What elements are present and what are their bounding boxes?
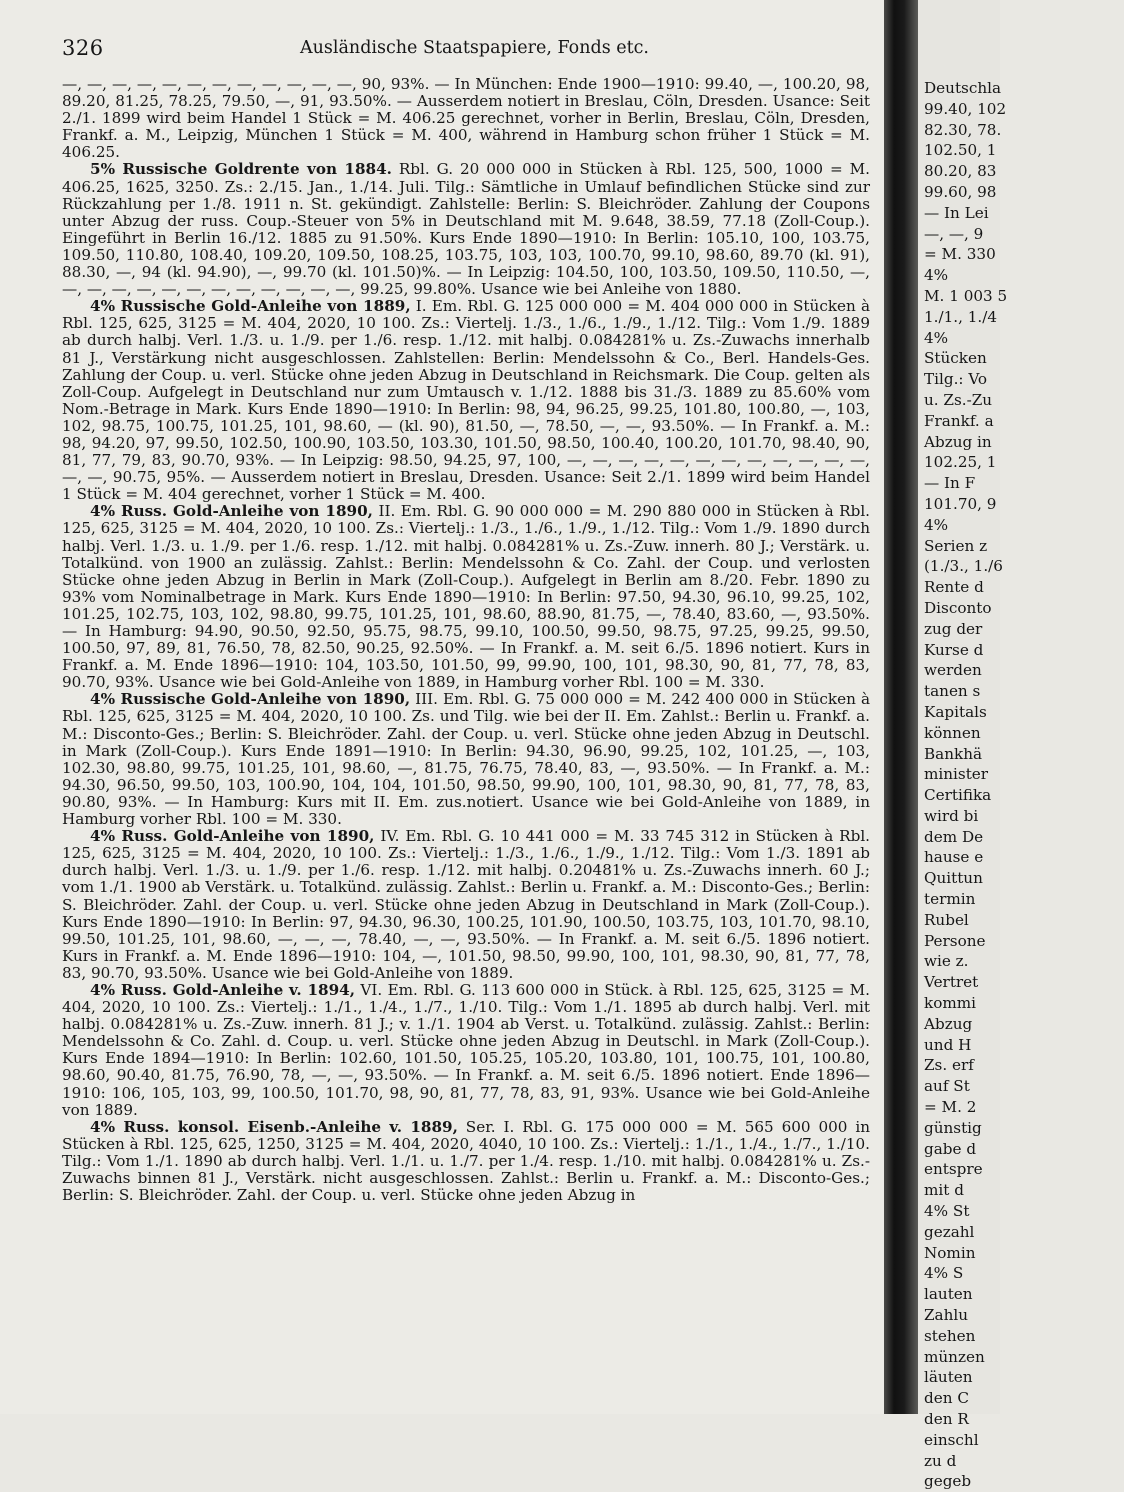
right-page-line: einschl [924, 1430, 979, 1449]
right-page-line: Rubel [924, 910, 969, 929]
right-page-line: zu d [924, 1451, 957, 1470]
right-page-line: münzen [924, 1347, 985, 1366]
entry-gold-anleihe-1889 [62, 298, 870, 503]
text-column [62, 76, 870, 1204]
right-page-line: Nomin [924, 1243, 976, 1262]
right-page-line: stehen [924, 1326, 976, 1345]
entry-heading: 4% Russ. Gold-Anleihe von 1890, [90, 827, 375, 846]
entry-text: IV. Em. Rbl. G. 10 441 000 = M. 33 745 312 in Stücken à Rbl. 125, 625, 3125 = M. 404, 2020, 10 100. Zs.: Viertelj.: 1./3., 1./6., 1./9., 1./12. Tilg.: Vom 1./3. 1891 ab durch halbj. Verl. 1./3. u. 1./9. per 1./6. resp. 1./12. mit halbj. 0.20481% u. Zs.-Zuwachs innerh. 60 J.; vom 1./1. 1900 ab Verstärk. u. Totalkünd. zulässig. Zahlst.: Berlin u. Frankf. a. M.: Disconto-Ges.; Berlin: S. Bleichröder. Zahl. der Coup. u. verl. Stücke ohne jeden Abzug in Deutschland in Mark (Zoll-Coup.). Kurs Ende 1890—1910: In Berlin: 97, 94.30, 96.30, 100.25, 101.90, 100.50, 103.75, 103, 101.70, 98.10, 99.50, 101.25, 101, 98.60, —, —, —, 78.40, —, —, 93.50%. — In Frankf. a. M. seit 6./5. 1896 notiert. Kurs in Frankf. a. M. Ende 1896—1910: 104, —, 101.50, 98.50, 99.90, 100, 101, 98.30, 90, 81, 77, 78, 83, 90.70, 93.50%. Usance wie bei Gold-Anleihe von 1889. [62, 827, 871, 982]
right-page-line: Zahlu [924, 1306, 969, 1325]
right-page-line: Zs. erf [924, 1056, 974, 1075]
right-page-line: wird bi [924, 806, 979, 825]
right-page-line: Deutschla [924, 79, 1002, 97]
right-page-line: entspre [924, 1160, 983, 1179]
right-page-line: Abzug [924, 1014, 973, 1033]
right-page-line: Frankf. a [924, 411, 994, 430]
entry-heading: 4% Russische Gold-Anleihe von 1890, [90, 690, 411, 709]
entry-heading: 4% Russ. konsol. Eisenb.-Anleihe v. 1889, [90, 1117, 458, 1136]
right-page-line: 102.25, 1 [924, 453, 997, 472]
right-page-line: = M. 2 [924, 1098, 977, 1117]
right-page-line: — In F [924, 474, 976, 493]
entry-text: I. Em. Rbl. G. 125 000 000 = M. 404 000 000 in Stücken à Rbl. 125, 625, 3125 = M. 404, 2020, 10 100. Zs.: Viertelj. 1./3., 1./6., 1./9., 1./12. Tilg.: Vom 1./9. 1889 ab durch halbj. Verl. 1./3. u. 1./9. per 1./6. resp. 1./12. mit halbj. 0.084281% u. Zs.-Zuwachs innerhalb 81 J., Verstärkung nicht ausgeschlossen. Zahlstellen: Berlin: Mendelssohn & Co., Berl. Handels-Ges. Zahlung der Coup. u. verl. Stücke ohne jeden Abzug in Deutschland in Reichsmark. Die Coup. gelten als Zoll-Coup. Aufgelegt in Deutschland nur zum Umtausch v. 1./12. 1888 bis 31./3. 1889 zu 85.60% vom Nom.-Betrage in Mark. Kurs Ende 1890—1910: In Berlin: 98, 94, 96.25, 99.25, 101.80, 100.80, —, 103, 102, 98.75, 100.75, 101.25, 101, 98.60, — (kl. 90), 81.50, —, 78.50, —, —, 93.50%. — In Frankf. a. M.: 98, 94.20, 97, 99.50, 102.50, 100.90, 103.50, 103.30, 101.50, 98.50, 100.40, 100.20, 101.70, 98.40, 90, 81, 77, 79, 83, 90.70, 93%. — In Leipzig: 98.50, 94.25, 97, 100, —, —, —, —, —, —, —, —, —, —, —, —, —, —, 90.75, 95%. — Ausserdem notiert in Breslau, Dresden. Usance: Seit 2./1. 1899 wird beim Handel 1 Stück = M. 404 gerechnet, vorher 1 Stück = M. 400. [62, 297, 871, 504]
right-page-line: — In Lei [924, 203, 989, 222]
right-page-line: = M. 330 [924, 245, 996, 264]
right-page-line: auf St [924, 1077, 970, 1096]
right-page-line: läuten [924, 1368, 973, 1387]
right-page-line: Tilg.: Vo [924, 370, 988, 389]
running-title: Ausländische Staatspapiere, Fonds etc. [300, 38, 649, 58]
right-page-line: 101.70, 9 [924, 494, 997, 513]
right-page-line: 99.60, 98 [924, 182, 997, 201]
right-page-line: mit d [924, 1181, 964, 1200]
right-page-line: tanen s [924, 682, 981, 701]
right-page-line: zug der [924, 619, 983, 638]
right-page-line: Certifika [924, 786, 992, 805]
right-page-line: Disconto [924, 598, 992, 617]
right-page-line: 4% [924, 266, 949, 285]
right-page-line: wie z. [924, 952, 969, 971]
entry-heading: 4% Russ. Gold-Anleihe von 1890, [90, 502, 373, 521]
right-page-line: M. 1 003 5 [924, 286, 1008, 305]
right-page-line: Serien z [924, 536, 988, 555]
right-page-line: und H [924, 1035, 972, 1054]
right-page-line: können [924, 723, 981, 742]
right-page-line: Persone [924, 931, 986, 950]
right-page-line: den C [924, 1389, 969, 1408]
right-page-line: 4% St [924, 1202, 970, 1221]
right-page-line: kommi [924, 994, 977, 1013]
entry-gold-anleihe-1890-iii [62, 691, 870, 828]
right-page-line: hause e [924, 848, 984, 867]
right-page-line: den R [924, 1410, 969, 1428]
entry-eisenb-anleihe-1889 [62, 1119, 870, 1204]
entry-text: III. Em. Rbl. G. 75 000 000 = M. 242 400 000 in Stücken à Rbl. 125, 625, 3125 = M. 404, 2020, 10 100. Zs. und Tilg. wie bei der II. Em. Zahlst.: Berlin u. Frankf. a. M.: Disconto-Ges.; Berlin: S. Bleichröder. Zahl. der Coup. u. verl. Stücke ohne jeden Abzug in Deutschl. in Mark (Zoll-Coup.). Kurs Ende 1891—1910: In Berlin: 94.30, 96.90, 99.25, 102, 101.25, —, 103, 102.30, 98.80, 99.75, 101.25, 101, 98.60, —, 81.75, 76.75, 78.40, 83, —, 93.50%. — In Frankf. a. M.: 94.30, 96.50, 99.50, 103, 100.90, 104, 104, 101.50, 98.50, 99.90, 100, 101, 98.30, 90, 81, 77, 78, 83, 90.80, 93%. — In Hamburg: Kurs mit II. Em. zus.notiert. Usance wie bei Gold-Anleihe von 1889, in Hamburg vorher Rbl. 100 = M. 330. [62, 690, 870, 829]
right-page-line: 4% [924, 515, 949, 534]
right-page-line: werden [924, 661, 982, 680]
book-gutter [884, 0, 918, 1414]
right-page-line: Kurse d [924, 640, 984, 659]
right-page-line: 4% [924, 328, 949, 347]
right-page-line: Kapitals [924, 702, 987, 721]
right-page-line: —, —, 9 [924, 224, 984, 243]
right-page-line: u. Zs.-Zu [924, 390, 993, 409]
right-page-line: lauten [924, 1285, 973, 1304]
entry-text: —, —, —, —, —, —, —, —, —, —, —, —, 90, 93%. — In München: Ende 1900—1910: 99.40, —, 100.20, 98, 89.20, 81.25, 78.25, 79.50, —, 91, 93.50%. — Ausserdem notiert in Breslau, Cöln, Dresden. Usance: Seit 2./1. 1899 wird beim Handel 1 Stück = M. 406.25 gerechnet, vorher in Berlin, Breslau, Cöln, Dresden, Frankf. a. M., Leipzig, München 1 Stück = M. 400, während in Hamburg schon früher 1 Stück = M. 406.25. [62, 75, 870, 162]
entry-gold-anleihe-1890-ii [62, 503, 870, 691]
right-page-line: termin [924, 890, 976, 909]
right-page-line: günstig [924, 1118, 982, 1137]
entry-heading: 5% Russische Goldrente von 1884. [90, 160, 392, 179]
entry-goldrente-1884 [62, 161, 870, 298]
right-page-lines [924, 78, 1124, 1492]
right-page-line: 82.30, 78. [924, 120, 1002, 139]
right-page-line: Rente d [924, 578, 984, 597]
right-page-line: Quittun [924, 869, 983, 888]
right-page-fragment [918, 0, 1008, 1491]
right-page-line: minister [924, 765, 989, 784]
right-page-line: dem De [924, 827, 984, 846]
entry-text: VI. Em. Rbl. G. 113 600 000 in Stück. à Rbl. 125, 625, 3125 = M. 404, 2020, 10 100. Zs.: Viertelj.: 1./1., 1./4., 1./7., 1./10. Tilg.: Vom 1./1. 1895 ab durch halbj. Verl. mit halbj. 0.084281% u. Zs.-Zuw. innerh. 81 J.; v. 1./1. 1904 ab Verst. u. Totalkünd. zulässig. Zahlst.: Berlin: Mendelssohn & Co. Zahl. d. Coup. u. verl. Stücke ohne jeden Abzug in Deutschl. in Mark (Zoll-Coup.). Kurs Ende 1894—1910: In Berlin: 102.60, 101.50, 105.25, 105.20, 103.80, 101, 100.75, 101, 100.80, 98.60, 90.40, 81.75, 76.90, 78, —, —, 93.50%. — In Frankf. a. M. seit 6./5. 1896 notiert. Ende 1896—1910: 106, 105, 103, 99, 100.50, 101.70, 98, 90, 81, 77, 78, 83, 91, 93%. Usance wie bei Gold-Anleihe von 1889. [62, 980, 871, 1119]
entry-text: Ser. I. Rbl. G. 175 000 000 = M. 565 600 000 in Stücken à Rbl. 125, 625, 1250, 3125 = M. 404, 2020, 4040, 10 100. Zs.: Viertelj.: 1./1., 1./4., 1./7., 1./10. Tilg.: Vom 1./1. 1890 ab durch halbj. Verl. 1./1. u. 1./7. per 1./4. resp. 1./10. mit halbj. 0.084281% u. Zs.-Zuwachs binnen 81 J., Verstärk. nicht ausgeschlossen. Zahlst.: Berlin u. Frankf. a. M.: Disconto-Ges.; Berlin: S. Bleichröder. Zahl. der Coup. u. verl. Stücke ohne jeden Abzug in [62, 1117, 870, 1205]
page-number: 326 [62, 36, 104, 60]
right-page-line: 99.40, 102 [924, 99, 1007, 118]
entry-continuation [62, 76, 870, 161]
entry-heading: 4% Russ. Gold-Anleihe v. 1894, [90, 980, 356, 999]
entry-text: II. Em. Rbl. G. 90 000 000 = M. 290 880 000 in Stücken à Rbl. 125, 625, 3125 = M. 404, 2020, 10 100. Zs.: Viertelj.: 1./3., 1./6., 1./9., 1./12. Tilg.: Vom 1./9. 1890 durch halbj. Verl. 1./3. u. 1./9. per 1./6. resp. 1./12. mit halbj. 0.084281% u. Zs.-Zuw. innerh. 80 J.; Verstärk. u. Totalkünd. von 1900 an zulässig. Zahlst.: Berlin: Mendelssohn & Co. Zahl. der Coup. und verlosten Stücke ohne jeden Abzug in Berlin in Mark (Zoll-Coup.). Aufgelegt in Berlin am 8./20. Febr. 1890 zu 93% vom Nominalbetrage in Mark. Kurs Ende 1890—1910: In Berlin: 97.50, 94.30, 96.10, 99.25, 102, 101.25, 102.75, 103, 102, 98.80, 99.75, 101.25, 101, 98.60, 88.90, 81.75, —, 78.40, 83.60, —, 93.50%. — In Hamburg: 94.90, 90.50, 92.50, 95.75, 98.75, 99.10, 100.50, 99.50, 98.75, 97.25, 99.25, 99.50, 100.50, 97, 89, 81, 76.50, 78, 82.50, 90.25, 92.50%. — In Frankf. a. M. seit 6./5. 1896 notiert. Kurs in Frankf. a. M. Ende 1896—1910: 104, 103.50, 101.50, 99, 99.90, 100, 101, 98.30, 90, 81, 77, 78, 83, 90.70, 93%. Usance wie bei Gold-Anleihe von 1889, in Hamburg vorher Rbl. 100 = M. 330. [62, 502, 871, 692]
right-page-line: gezahl [924, 1222, 975, 1241]
right-page-line: 80.20, 83 [924, 162, 997, 181]
right-page-line: Abzug in [924, 432, 992, 451]
entry-text: Rbl. G. 20 000 000 in Stücken à Rbl. 125, 500, 1000 = M. 406.25, 1625, 3250. Zs.: 2./15. Jan., 1./14. Juli. Tilg.: Sämtliche in Umlauf befindlichen Stücke sind zur Rückzahlung per 1./8. 1911 n. St. gekündigt. Zahlstelle: Berlin: S. Bleichröder. Zahlung der Coupons unter Abzug der russ. Coup.-Steuer von 5% in Deutschland mit M. 9.648, 38.59, 77.18 (Zoll-Coup.). Eingeführt in Berlin 16./12. 1885 zu 91.50%. Kurs Ende 1890—1910: In Berlin: 105.10, 100, 103.75, 109.50, 110.80, 108.40, 109.20, 109.50, 108.25, 103.75, 103, 103, 100.70, 99.10, 98.60, 89.70 (kl. 91), 88.30, —, 94 (kl. 94.90), —, 99.70 (kl. 101.50)%. — In Leipzig: 104.50, 100, 103.50, 109.50, 110.50, —, —, —, —, —, —, —, —, —, —, —, —, —, 99.25, 99.80%. Usance wie bei Anleihe von 1880. [62, 160, 870, 299]
right-page-line: Vertret [924, 973, 979, 992]
right-page-line: Stücken [924, 349, 987, 368]
right-page-line: gegeb [924, 1472, 972, 1491]
right-page-line: 102.50, 1 [924, 141, 997, 160]
right-page-line: (1./3., 1./6 [924, 557, 1003, 576]
right-page-line: Bankhä [924, 744, 983, 763]
entry-gold-anleihe-1894 [62, 982, 870, 1119]
entry-heading: 4% Russische Gold-Anleihe von 1889, [90, 297, 411, 316]
right-page-line: 4% S [924, 1264, 964, 1283]
entry-gold-anleihe-1890-iv [62, 828, 870, 982]
right-page-line: gabe d [924, 1139, 977, 1158]
right-page-line: 1./1., 1./4 [924, 307, 998, 326]
